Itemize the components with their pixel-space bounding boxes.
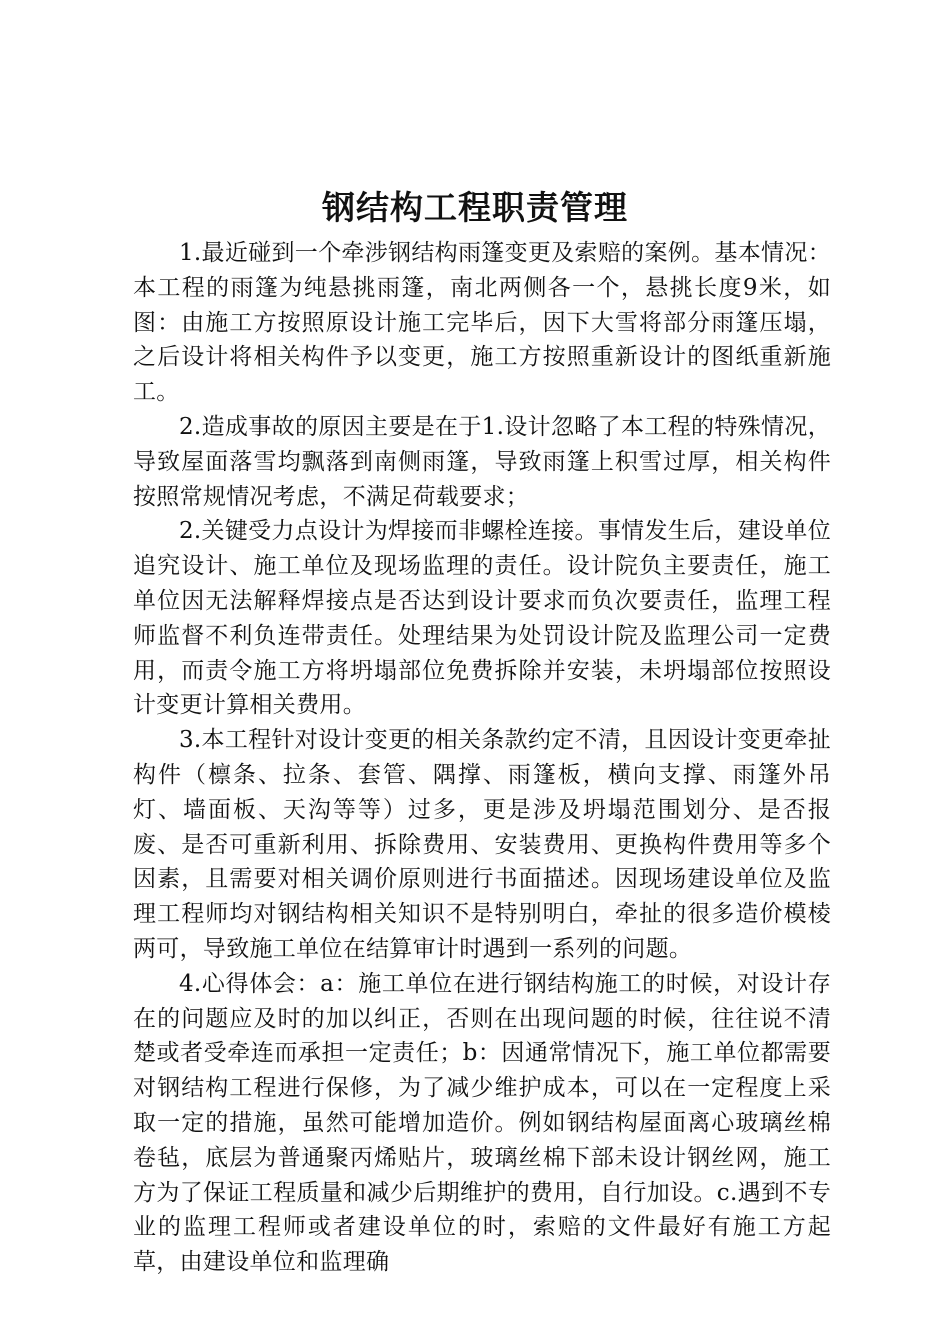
paragraph-1: 1.最近碰到一个牵涉钢结构雨篷变更及索赔的案例。基本情况：本工程的雨篷为纯悬挑雨篷，南北两侧各一个，悬挑长度9米，如图：由施工方按照原设计施工完毕后，因下大雪将部分雨篷压塌，之后设计将相关构件予以变更，施工方按照重新设计的图纸重新施工。 [133,240,831,406]
paragraph-5: 4.心得体会：a：施工单位在进行钢结构施工的时候，对设计存在的问题应及时的加以纠正，否则在出现问题的时候，往往说不清楚或者受牵连而承担一定责任；b：因通常情况下，施工单位都需要对钢结构工程进行保修，为了减少维护成本，可以在一定程度上采取一定的措施，虽然可能增加造价。例如钢结构屋面离心玻璃丝棉卷毡，底层为普通聚丙烯贴片，玻璃丝棉下部未设计钢丝网，施工方为了保证工程质量和减少后期维护的费用，自行加设。c.遇到不专业的监理工程师或者建设单位的时，索赔的文件最好有施工方起草，由建设单位和监理确 [133,970,831,1276]
document-body [133,236,831,1280]
paragraph-4: 3.本工程针对设计变更的相关条款约定不清，且因设计变更牵扯构件（檩条、拉条、套管、隅撑、雨篷板，横向支撑、雨篷外吊灯、墙面板、天沟等等）过多，更是涉及坍塌范围划分、是否报废、是否可重新利用、拆除费用、安装费用、更换构件费用等多个因素，且需要对相关调价原则进行书面描述。因现场建设单位及监理工程师均对钢结构相关知识不是特别明白，牵扯的很多造价模棱两可，导致施工单位在结算审计时遇到一系列的问题。 [133,727,831,962]
paragraph-3: 2.关键受力点设计为焊接而非螺栓连接。事情发生后，建设单位追究设计、施工单位及现场监理的责任。设计院负主要责任，施工单位因无法解释焊接点是否达到设计要求而负次要责任，监理工程师监督不利负连带责任。处理结果为处罚设计院及监理公司一定费用，而责令施工方将坍塌部位免费拆除并安装，未坍塌部位按照设计变更计算相关费用。 [133,518,831,719]
document-title: 钢结构工程职责管理 [322,188,628,227]
paragraph-2: 2.造成事故的原因主要是在于1.设计忽略了本工程的特殊情况，导致屋面落雪均飘落到南侧雨篷，导致雨篷上积雪过厚，相关构件按照常规情况考虑，不满足荷载要求； [133,413,831,510]
